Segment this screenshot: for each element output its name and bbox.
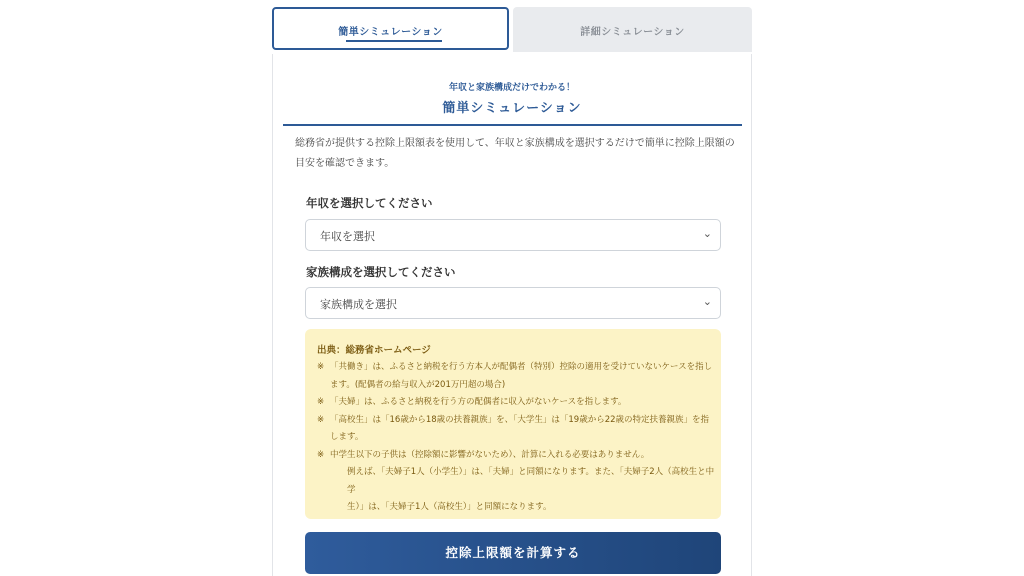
note-mark: ※ xyxy=(317,414,325,425)
notice-item xyxy=(317,359,715,394)
chevron-down-icon: ⌄ xyxy=(702,295,712,308)
notice-line: 生）」は、「夫婦子1人（高校生）」と同額になります。 xyxy=(347,502,552,512)
tab-bar xyxy=(272,7,752,54)
income-select[interactable] xyxy=(305,219,721,251)
notice-line: 「高校生」は「16歳から18歳の扶養親族」を、「大学生」は「19歳から22歳の特定扶養親族」を指 xyxy=(330,414,710,425)
heading-title: 簡単シミュレーション xyxy=(442,101,582,116)
income-select-value: 年収を選択 xyxy=(320,230,375,243)
family-select-value: 家族構成を選択 xyxy=(320,298,397,311)
heading-divider xyxy=(283,124,742,126)
simulator-widget xyxy=(272,7,752,576)
family-label: 家族構成を選択してください xyxy=(306,265,456,279)
note-mark: ※ xyxy=(317,449,325,460)
notice-item xyxy=(317,447,715,517)
heading-subtitle: 年収と家族構成だけでわかる！ xyxy=(448,83,575,93)
note-mark: ※ xyxy=(317,362,325,372)
notice-list xyxy=(317,359,715,517)
notice-item xyxy=(317,394,715,412)
tab-simple-simulation[interactable] xyxy=(272,7,509,50)
section-heading xyxy=(273,80,751,116)
source-notice-box xyxy=(305,329,721,519)
family-select[interactable] xyxy=(305,287,721,319)
intro-text: 総務省が提供する控除上限額表を使用して、年収と家族構成を選択するだけで簡単に控除上限額の目安を確認できます。 xyxy=(295,138,735,169)
notice-line: 「共働き」は、ふるさと納税を行う方本人が配偶者（特別）控除の適用を受けていないケースを指し xyxy=(330,362,713,372)
active-tab-underline xyxy=(346,40,442,42)
calculate-button[interactable]: 控除上限額を計算する xyxy=(305,532,721,574)
notice-line: 中学生以下の子供は（控除額に影響がないため）、計算に入れる必要はありません。 xyxy=(330,449,650,460)
simulation-panel xyxy=(272,54,752,576)
tab-label: 詳細シミュレーション xyxy=(580,27,685,38)
note-mark: ※ xyxy=(317,397,325,407)
notice-item xyxy=(317,412,715,447)
notice-line: 例えば、「夫婦子1人（小学生）」は、「夫婦」と同額になります。また、「夫婦子2人（高校生と中学 xyxy=(347,467,715,495)
tab-detailed-simulation[interactable] xyxy=(513,7,752,52)
notice-line: 「夫婦」は、ふるさと納税を行う方の配偶者に収入がないケースを指します。 xyxy=(330,397,627,407)
income-label: 年収を選択してください xyxy=(306,196,433,210)
tab-label: 簡単シミュレーション xyxy=(338,27,443,38)
notice-source: 出典：総務省ホームページ xyxy=(317,345,431,356)
chevron-down-icon: ⌄ xyxy=(702,227,712,240)
notice-line: ます。(配偶者の給与収入が201万円超の場合) xyxy=(330,379,506,390)
notice-line: します。 xyxy=(330,432,364,442)
